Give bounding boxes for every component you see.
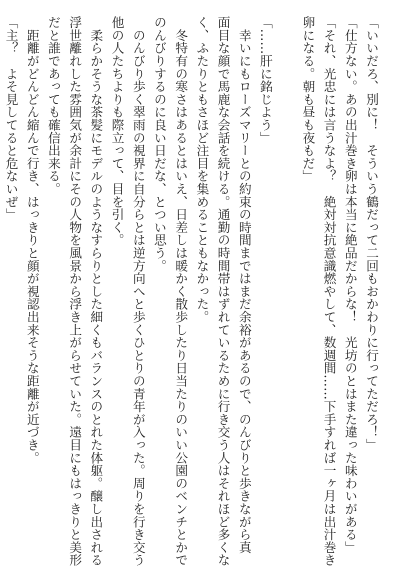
paragraph-line: 幸いにもローズマリーとの約束の時間まではまだ余裕があるので、のんびりと歩きながら真	[236, 16, 252, 554]
paragraph-line: く、ふたりともさほど注目を集めることもなかった。	[194, 16, 210, 324]
paragraph-line: 浮世離れした雰囲気が余計にその人物を風景から浮き上がらせていた。遠目にもはっきりと美形	[67, 16, 83, 566]
paragraph-line: のんびりするのに良い日だな、とつい思う。	[151, 16, 167, 272]
paragraph-line: 冬特有の寒さはあるとはいえ、日差しは暖かく散歩したり日当たりのいい公園のベンチとかで	[173, 16, 189, 566]
dialogue-line: 「……肝に銘じよう」	[257, 16, 273, 144]
paragraph-line: だと誰であっても確信出来る。	[45, 16, 61, 196]
dialogue-line: 卵になる。朝も昼も夜もだ」	[300, 16, 316, 183]
dialogue-line: 「仕方ない。あの出汁巻き卵は本当に絶品だからな！ 光坊のとはまた違った味わいがある」	[342, 16, 358, 554]
paragraph-line: 柔らかそうな茶髪にモデルのようなすらりとした細くもバランスのとれた体躯。醸し出される	[88, 16, 104, 566]
paragraph-line: 距離がどんどん縮んで行き、はっきりと顔が視認出来そうな距離が近づき。	[24, 16, 40, 464]
dialogue-line: 「主？ よそ見してると危ないぜ」	[3, 16, 19, 221]
dialogue-line: 「いいだろ、別に！ そういう鶴だって二回もおかわりに行ってただろ！」	[364, 16, 379, 452]
paragraph-line: のんびり歩く翠雨の視界に自分らとは逆方向へと歩くひとりの青年が入った。周りを行き交う	[130, 16, 146, 566]
paragraph-line: 面目な顔で馬鹿な会話を続ける。通勤の時間帯はずれているために行き交う人はそれほど多くな	[215, 16, 231, 566]
vertical-text-body	[3, 16, 382, 566]
paragraph-line: 他の人たちよりも際立って、目を引く。	[109, 16, 125, 247]
dialogue-line: 「それ、光忠には言うなよ？ 絶対対抗意識燃やして、数週間……下手すれば一ヶ月は出汁巻き	[321, 16, 337, 566]
blank-line	[276, 16, 297, 516]
